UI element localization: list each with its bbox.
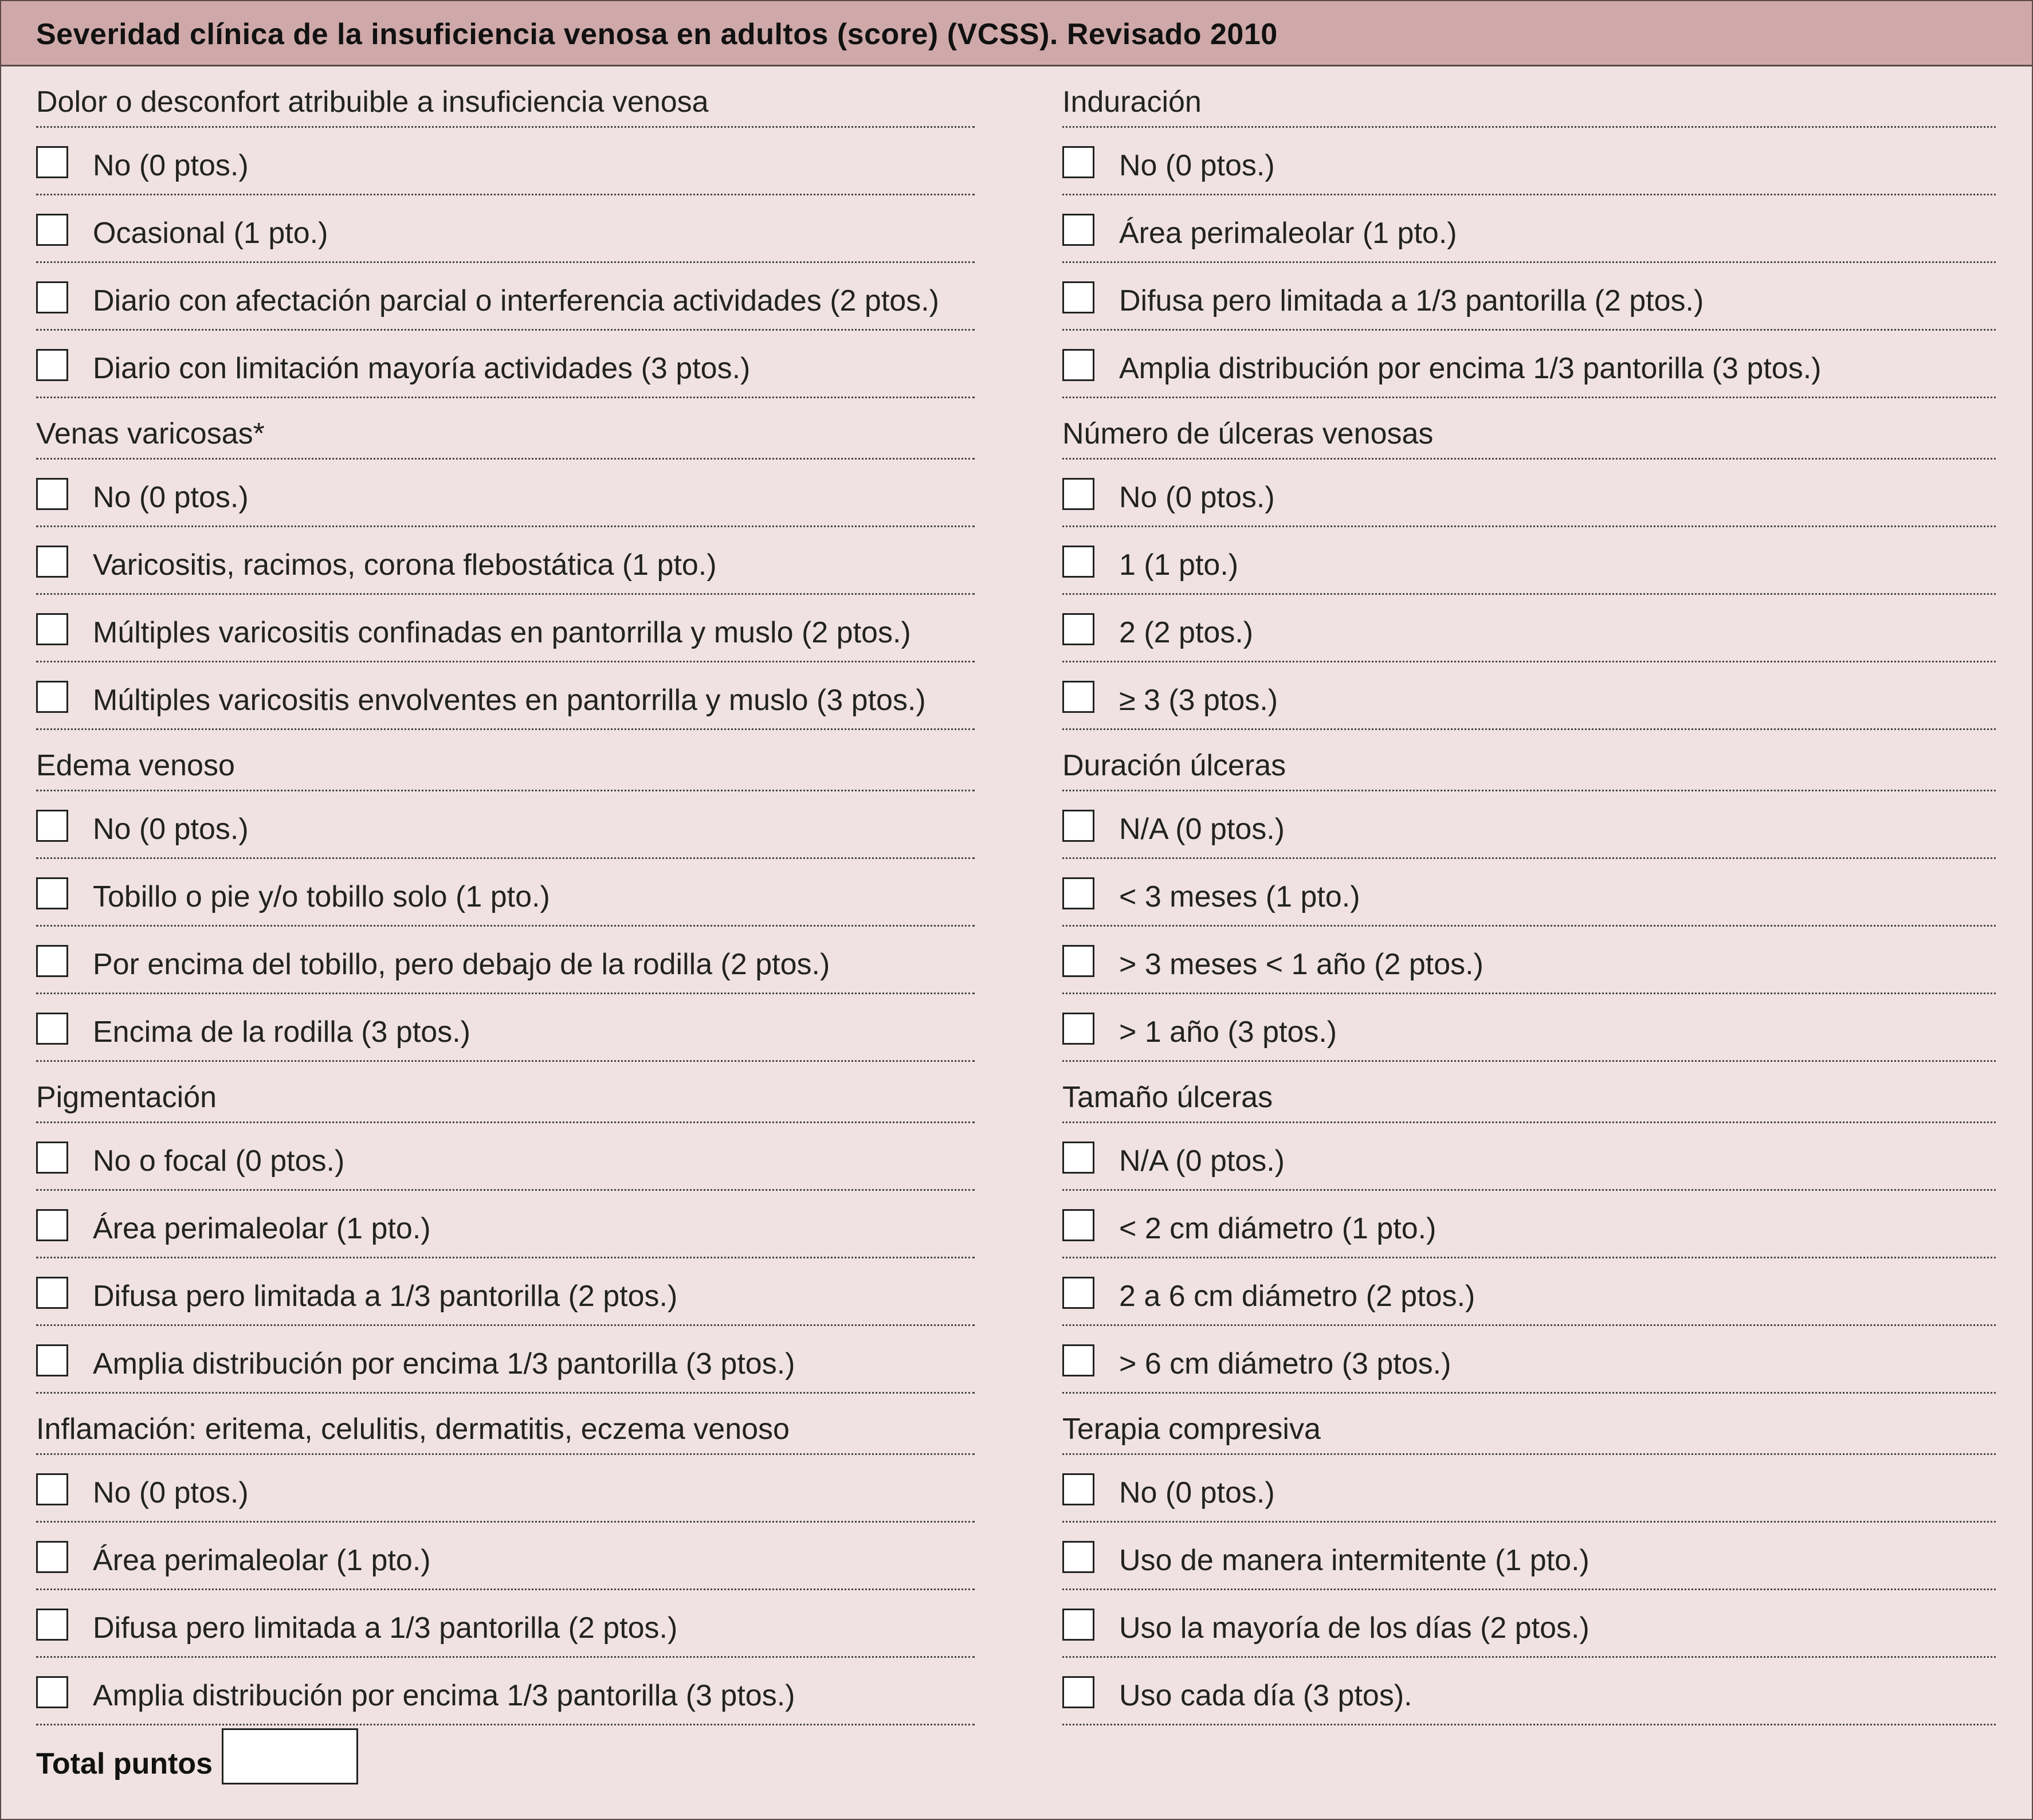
- option-row[interactable]: [36, 1123, 975, 1191]
- option-row[interactable]: [1062, 791, 1996, 859]
- option-checkbox[interactable]: [1062, 1541, 1094, 1573]
- option-label: Área perimaleolar (1 pto.): [93, 1212, 431, 1245]
- option-row[interactable]: [1062, 859, 1996, 927]
- option-checkbox[interactable]: [36, 1277, 68, 1309]
- option-row[interactable]: [1062, 1191, 1996, 1258]
- option-row[interactable]: [1062, 263, 1996, 331]
- section-induracion: [1062, 66, 1996, 398]
- section-tamano-ulceras: [1062, 1062, 1996, 1394]
- form-title: Severidad clínica de la insuficiencia venosa en adultos (score) (VCSS). Revisado 2010: [36, 18, 1278, 51]
- option-label: > 1 año (3 ptos.): [1119, 1015, 1337, 1049]
- option-checkbox[interactable]: [36, 810, 68, 842]
- section-duracion-ulceras: [1062, 730, 1996, 1062]
- total-input[interactable]: [222, 1728, 358, 1784]
- option-label: Difusa pero limitada a 1/3 pantorilla (2 ptos.): [93, 1611, 678, 1645]
- option-label: No (0 ptos.): [1119, 149, 1275, 182]
- option-row[interactable]: [36, 1326, 975, 1394]
- option-checkbox[interactable]: [36, 1344, 68, 1376]
- option-row[interactable]: [36, 662, 975, 730]
- option-checkbox[interactable]: [1062, 546, 1094, 578]
- option-label: 2 a 6 cm diámetro (2 ptos.): [1119, 1280, 1475, 1313]
- option-label: Amplia distribución por encima 1/3 pantorilla (3 ptos.): [93, 1347, 795, 1380]
- option-checkbox[interactable]: [36, 1209, 68, 1241]
- option-row[interactable]: [1062, 1326, 1996, 1394]
- section-header-row: [36, 398, 975, 460]
- section-header-row: [1062, 730, 1996, 791]
- option-checkbox[interactable]: [36, 546, 68, 578]
- option-label: Ocasional (1 pto.): [93, 217, 328, 250]
- option-row[interactable]: [1062, 1455, 1996, 1523]
- option-row[interactable]: [36, 859, 975, 927]
- option-row[interactable]: [36, 1658, 975, 1725]
- option-row[interactable]: [36, 1523, 975, 1590]
- option-label: Amplia distribución por encima 1/3 pantorilla (3 ptos.): [93, 1679, 795, 1712]
- option-checkbox[interactable]: [1062, 1676, 1094, 1708]
- option-label: Múltiples varicositis envolventes en pantorrilla y muslo (3 ptos.): [93, 684, 926, 717]
- section-header: Induración: [1062, 85, 1202, 119]
- option-checkbox[interactable]: [1062, 1344, 1094, 1376]
- section-edema-venoso: [36, 730, 975, 1062]
- option-row[interactable]: [36, 1191, 975, 1258]
- option-row[interactable]: [1062, 1258, 1996, 1326]
- section-header: Tamaño úlceras: [1062, 1081, 1273, 1114]
- option-checkbox[interactable]: [36, 1676, 68, 1708]
- option-row[interactable]: [36, 1258, 975, 1326]
- option-label: No (0 ptos.): [93, 481, 249, 514]
- option-checkbox[interactable]: [1062, 1142, 1094, 1174]
- option-label: Encima de la rodilla (3 ptos.): [93, 1015, 470, 1049]
- option-row[interactable]: [1062, 460, 1996, 527]
- section-header: Número de úlceras venosas: [1062, 417, 1434, 450]
- section-header-row: [36, 1394, 975, 1455]
- option-row[interactable]: [36, 263, 975, 331]
- option-label: Por encima del tobillo, pero debajo de la rodilla (2 ptos.): [93, 948, 830, 981]
- left-column: [36, 66, 975, 1723]
- option-label: 2 (2 ptos.): [1119, 616, 1254, 649]
- section-header: Pigmentación: [36, 1081, 217, 1114]
- option-checkbox[interactable]: [1062, 1277, 1094, 1309]
- option-label: No o focal (0 ptos.): [93, 1144, 345, 1178]
- section-header-row: [36, 66, 975, 128]
- option-row[interactable]: [1062, 994, 1996, 1062]
- option-row[interactable]: [1062, 1123, 1996, 1191]
- section-header-row: [1062, 66, 1996, 128]
- option-checkbox[interactable]: [36, 1541, 68, 1573]
- option-row[interactable]: [36, 791, 975, 859]
- option-row[interactable]: [1062, 1590, 1996, 1658]
- option-label: Difusa pero limitada a 1/3 pantorilla (2 ptos.): [93, 1280, 678, 1313]
- option-checkbox[interactable]: [36, 281, 68, 313]
- option-row[interactable]: [1062, 1523, 1996, 1590]
- option-row[interactable]: [36, 195, 975, 263]
- option-checkbox[interactable]: [36, 214, 68, 246]
- option-label: No (0 ptos.): [93, 1476, 249, 1509]
- section-pigmentacion: [36, 1062, 975, 1394]
- option-checkbox[interactable]: [36, 1609, 68, 1641]
- option-label: No (0 ptos.): [93, 149, 249, 182]
- section-terapia-compresiva: [1062, 1394, 1996, 1725]
- option-checkbox[interactable]: [1062, 810, 1094, 842]
- option-label: Varicositis, racimos, corona flebostática (1 pto.): [93, 548, 717, 582]
- option-row[interactable]: [1062, 662, 1996, 730]
- right-column: [1062, 66, 1996, 1723]
- option-checkbox[interactable]: [36, 349, 68, 381]
- total-section: [36, 1728, 437, 1788]
- section-header-row: [1062, 1394, 1996, 1455]
- option-row[interactable]: [36, 1455, 975, 1523]
- option-checkbox[interactable]: [36, 613, 68, 645]
- option-label: Uso cada día (3 ptos).: [1119, 1679, 1412, 1712]
- option-row[interactable]: [1062, 195, 1996, 263]
- section-header: Edema venoso: [36, 749, 235, 782]
- option-label: Amplia distribución por encima 1/3 pantorilla (3 ptos.): [1119, 352, 1822, 385]
- option-row[interactable]: [1062, 927, 1996, 994]
- option-checkbox[interactable]: [1062, 478, 1094, 510]
- option-checkbox[interactable]: [1062, 349, 1094, 381]
- option-row[interactable]: [36, 595, 975, 662]
- option-row[interactable]: [1062, 595, 1996, 662]
- option-row[interactable]: [36, 927, 975, 994]
- option-label: < 2 cm diámetro (1 pto.): [1119, 1212, 1437, 1245]
- section-header: Terapia compresiva: [1062, 1413, 1321, 1446]
- option-label: Uso la mayoría de los días (2 ptos.): [1119, 1611, 1589, 1645]
- option-checkbox[interactable]: [1062, 613, 1094, 645]
- option-label: No (0 ptos.): [1119, 1476, 1275, 1509]
- option-label: < 3 meses (1 pto.): [1119, 880, 1360, 913]
- option-label: No (0 ptos.): [93, 813, 249, 846]
- option-checkbox[interactable]: [1062, 1473, 1094, 1505]
- option-label: N/A (0 ptos.): [1119, 1144, 1285, 1178]
- option-label: Área perimaleolar (1 pto.): [1119, 217, 1457, 250]
- option-label: 1 (1 pto.): [1119, 548, 1239, 582]
- section-header: Duración úlceras: [1062, 749, 1286, 782]
- option-row[interactable]: [36, 994, 975, 1062]
- total-label: Total puntos: [36, 1747, 213, 1780]
- option-checkbox[interactable]: [1062, 214, 1094, 246]
- option-checkbox[interactable]: [36, 146, 68, 178]
- option-checkbox[interactable]: [36, 1013, 68, 1045]
- option-checkbox[interactable]: [1062, 1609, 1094, 1641]
- option-checkbox[interactable]: [1062, 146, 1094, 178]
- option-label: Área perimaleolar (1 pto.): [93, 1544, 431, 1577]
- title-bar: [1, 1, 2032, 66]
- option-checkbox[interactable]: [1062, 877, 1094, 909]
- option-row[interactable]: [36, 527, 975, 595]
- section-header-row: [36, 1062, 975, 1123]
- option-label: N/A (0 ptos.): [1119, 813, 1285, 846]
- option-label: Diario con afectación parcial o interferencia actividades (2 ptos.): [93, 284, 939, 317]
- option-checkbox[interactable]: [1062, 681, 1094, 713]
- option-checkbox[interactable]: [36, 877, 68, 909]
- section-header-row: [1062, 398, 1996, 460]
- option-checkbox[interactable]: [1062, 1013, 1094, 1045]
- option-checkbox[interactable]: [36, 478, 68, 510]
- section-inflamacion-eritema-celulitis-dermatitis: [36, 1394, 975, 1725]
- option-row[interactable]: [36, 331, 975, 398]
- option-checkbox[interactable]: [36, 681, 68, 713]
- section-header-row: [1062, 1062, 1996, 1123]
- option-checkbox[interactable]: [1062, 945, 1094, 977]
- option-row[interactable]: [36, 460, 975, 527]
- option-label: Uso de manera intermitente (1 pto.): [1119, 1544, 1589, 1577]
- section-header-row: [36, 730, 975, 791]
- option-label: ≥ 3 (3 ptos.): [1119, 684, 1278, 717]
- option-row[interactable]: [1062, 527, 1996, 595]
- option-checkbox[interactable]: [36, 1142, 68, 1174]
- option-label: No (0 ptos.): [1119, 481, 1275, 514]
- option-row[interactable]: [1062, 128, 1996, 195]
- section-numero-de-ulceras-venosas: [1062, 398, 1996, 730]
- option-label: Tobillo o pie y/o tobillo solo (1 pto.): [93, 880, 550, 913]
- section-header: Dolor o desconfort atribuible a insuficiencia venosa: [36, 85, 709, 119]
- option-row[interactable]: [1062, 1658, 1996, 1725]
- section-header: Venas varicosas*: [36, 417, 265, 450]
- option-checkbox[interactable]: [1062, 281, 1094, 313]
- option-row[interactable]: [36, 1590, 975, 1658]
- option-checkbox[interactable]: [36, 945, 68, 977]
- option-label: Difusa pero limitada a 1/3 pantorilla (2 ptos.): [1119, 284, 1704, 317]
- option-label: Múltiples varicositis confinadas en pantorrilla y muslo (2 ptos.): [93, 616, 911, 649]
- option-checkbox[interactable]: [36, 1473, 68, 1505]
- option-row[interactable]: [36, 128, 975, 195]
- section-header: Inflamación: eritema, celulitis, dermatitis, eczema venoso: [36, 1413, 790, 1446]
- option-label: > 6 cm diámetro (3 ptos.): [1119, 1347, 1451, 1380]
- option-label: > 3 meses < 1 año (2 ptos.): [1119, 948, 1483, 981]
- option-label: Diario con limitación mayoría actividades (3 ptos.): [93, 352, 751, 385]
- option-checkbox[interactable]: [1062, 1209, 1094, 1241]
- section-venas-varicosas: [36, 398, 975, 730]
- option-row[interactable]: [1062, 331, 1996, 398]
- section-dolor-o-desconfort-atribuible-a-insufici: [36, 66, 975, 398]
